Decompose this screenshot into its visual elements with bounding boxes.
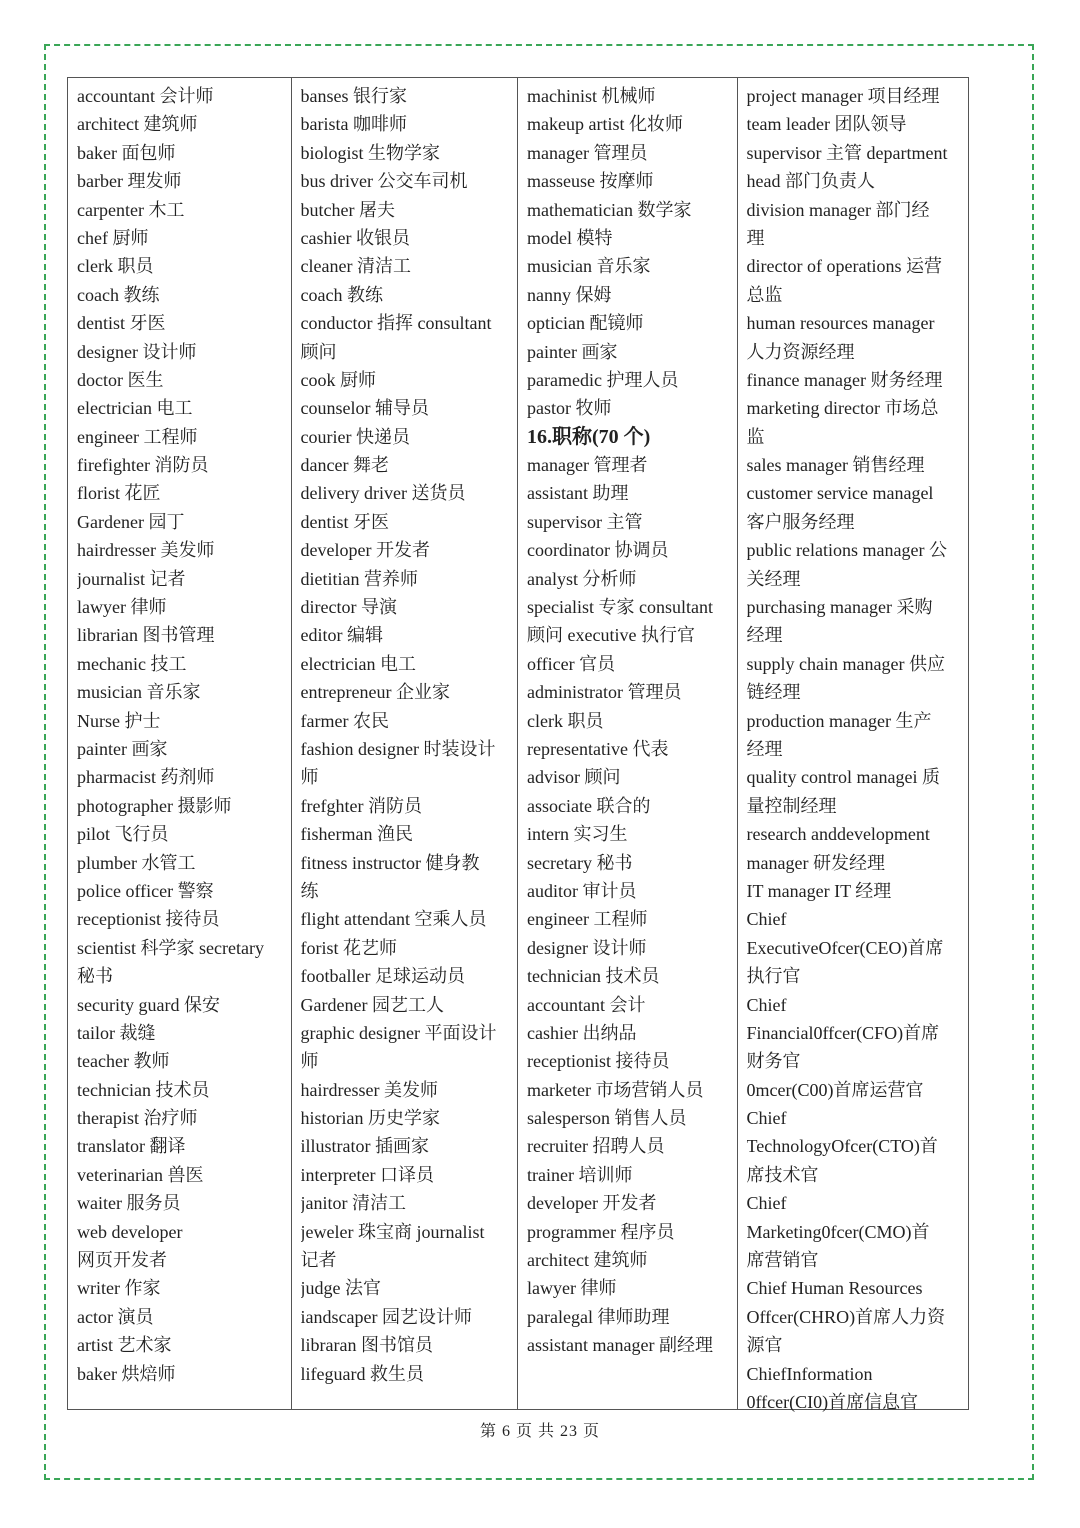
vocab-entry: makeup artist 化妆师 <box>527 114 683 135</box>
vocab-entry: florist 花匠 <box>77 483 161 504</box>
vocab-entry: frefghter 消防员 <box>300 795 422 816</box>
vocab-entry: recruiter 招聘人员 <box>527 1136 665 1157</box>
vocab-entry: masseuse 按摩师 <box>527 171 654 192</box>
vocab-entry: security guard 保安 <box>77 994 220 1015</box>
vocab-entry: baker 面包师 <box>77 142 176 163</box>
vocab-entry: bus driver 公交车司机 <box>300 171 468 192</box>
vocab-entry: analyst 分析师 <box>527 568 637 589</box>
vocab-entry: optician 配镜师 <box>527 313 644 334</box>
vocab-entry: actor 演员 <box>77 1306 154 1327</box>
vocab-entry: janitor 清洁工 <box>300 1193 406 1214</box>
vocab-entry: libraran 图书馆员 <box>300 1335 433 1356</box>
vocab-entry: manager 管理者 <box>527 455 648 476</box>
vocab-entry: clerk 职员 <box>527 710 604 731</box>
vocab-entry: 师 <box>300 767 319 788</box>
vocab-entry: dancer 舞老 <box>300 455 389 476</box>
vocab-entry: advisor 顾问 <box>527 767 621 788</box>
vocab-entry: coach 教练 <box>300 284 383 305</box>
vocab-entry: TechnologyOfcer(CTO)首 <box>746 1136 938 1157</box>
vocab-entry: fisherman 渔民 <box>300 824 413 845</box>
vocab-entry: 链经理 <box>746 682 801 703</box>
vocab-entry: police officer 警察 <box>77 880 214 901</box>
vocab-entry: counselor 辅导员 <box>300 398 429 419</box>
vocab-entry: lawyer 律师 <box>77 597 167 618</box>
vocab-entry: iandscaper 园艺设计师 <box>300 1306 472 1327</box>
vocab-entry: 监 <box>746 426 765 447</box>
vocab-entry: librarian 图书管理 <box>77 625 215 646</box>
vocab-entry: Gardener 园丁 <box>77 511 185 532</box>
vocab-entry: 经理 <box>746 625 783 646</box>
vocab-entry: electrician 电工 <box>300 653 416 674</box>
vocab-entry: secretary 秘书 <box>527 852 633 873</box>
vocab-entry: assistant manager 副经理 <box>527 1335 713 1356</box>
vocab-entry: musician 音乐家 <box>77 682 201 703</box>
vocab-entry: salesperson 销售人员 <box>527 1108 687 1129</box>
vocab-entry: 关经理 <box>746 568 801 589</box>
vocab-entry: head 部门负责人 <box>746 171 875 192</box>
vocab-entry: associate 联合的 <box>527 795 651 816</box>
vocab-entry: coordinator 协调员 <box>527 540 669 561</box>
vocab-entry: 师 <box>300 1051 319 1072</box>
vocab-entry: Chief <box>746 1193 787 1214</box>
vocab-entry: project manager 项目经理 <box>746 86 940 106</box>
vocab-entry: 顾问 <box>300 341 337 362</box>
vocab-entry: 席技术官 <box>746 1164 819 1185</box>
vocab-entry: courier 快递员 <box>300 426 410 447</box>
vocab-entry: doctor 医生 <box>77 369 164 390</box>
vocab-entry: Marketing0fcer(CMO)首 <box>746 1221 930 1242</box>
vocab-entry: jeweler 珠宝商 journalist <box>300 1221 485 1242</box>
vocab-entry: conductor 指挥 consultant <box>300 313 492 334</box>
vocab-entry: barber 理发师 <box>77 171 182 192</box>
vocab-entry: firefighter 消防员 <box>77 455 209 476</box>
vocab-entry: technician 技术员 <box>77 1079 210 1100</box>
vocab-entry: writer 作家 <box>77 1278 161 1299</box>
vocab-entry: auditor 审计员 <box>527 880 637 901</box>
vocab-entry: designer 设计师 <box>77 341 197 362</box>
vocab-entry: 量控制经理 <box>746 795 837 816</box>
vocab-entry: marketer 市场营销人员 <box>527 1079 704 1100</box>
vocab-entry: 网页开发者 <box>77 1250 167 1271</box>
vocab-entry: architect 建筑师 <box>527 1250 648 1271</box>
table-column-1 <box>68 78 292 1409</box>
vocab-entry: specialist 专家 consultant <box>527 597 713 618</box>
vocab-entry: farmer 农民 <box>300 710 389 731</box>
vocab-entry: chef 厨师 <box>77 227 149 248</box>
vocab-entry: editor 编辑 <box>300 625 383 646</box>
vocab-entry: 0mcer(C00)首席运营官 <box>746 1079 924 1100</box>
vocab-entry: supervisor 主管 department <box>746 142 948 163</box>
vocab-entry: assistant 助理 <box>527 483 629 504</box>
vocab-entry: footballer 足球运动员 <box>300 966 465 987</box>
vocab-entry: coach 教练 <box>77 284 160 305</box>
vocab-entry: developer 开发者 <box>527 1193 657 1214</box>
vocab-entry: 源官 <box>746 1335 783 1356</box>
vocab-entry: banses 银行家 <box>300 86 407 106</box>
vocab-entry: cashier 出纳品 <box>527 1022 637 1043</box>
vocab-entry: entrepreneur 企业家 <box>300 682 450 703</box>
vocab-entry: cashier 收银员 <box>300 227 410 248</box>
vocab-entry: forist 花艺师 <box>300 937 397 958</box>
vocab-entry: web developer <box>77 1221 183 1242</box>
vocab-entry: baker 烘焙师 <box>77 1363 176 1384</box>
vocab-entry: 财务官 <box>746 1051 801 1072</box>
vocab-entry: Gardener 园艺工人 <box>300 994 444 1015</box>
vocab-entry: fashion designer 时装设计 <box>300 738 496 759</box>
vocab-entry: Chief <box>746 994 787 1015</box>
vocab-entry: 席营销官 <box>746 1250 819 1271</box>
vocab-entry: hairdresser 美发师 <box>300 1079 438 1100</box>
vocab-entry: sales manager 销售经理 <box>746 455 925 476</box>
vocab-entry: customer service managel <box>746 483 934 504</box>
vocab-entry: ChiefInformation <box>746 1363 873 1384</box>
vocab-entry: 理 <box>746 227 765 248</box>
vocab-entry: Offcer(CHRO)首席人力资 <box>746 1306 946 1327</box>
vocab-entry: accountant 会计师 <box>77 86 214 106</box>
vocab-entry: marketing director 市场总 <box>746 398 939 419</box>
vocab-entry: receptionist 接待员 <box>527 1051 670 1072</box>
vocab-entry: carpenter 木工 <box>77 199 185 220</box>
vocab-entry: division manager 部门经 <box>746 199 930 220</box>
vocab-entry: administrator 管理员 <box>527 682 682 703</box>
vocab-entry: manager 管理员 <box>527 142 648 163</box>
vocab-entry: delivery driver 送货员 <box>300 483 466 504</box>
vocab-entry: flight attendant 空乘人员 <box>300 909 487 930</box>
vocab-entry: public relations manager 公 <box>746 540 947 561</box>
vocab-entry: 执行官 <box>746 966 801 987</box>
vocab-entry: officer 官员 <box>527 653 616 674</box>
vocab-entry: waiter 服务员 <box>77 1193 181 1214</box>
vocab-entry: butcher 屠夫 <box>300 199 395 220</box>
vocab-entry: veterinarian 兽医 <box>77 1164 204 1185</box>
vocab-entry: director of operations 运营 <box>746 256 942 277</box>
vocab-entry: 客户服务经理 <box>746 511 855 532</box>
vocab-entry: supply chain manager 供应 <box>746 653 945 674</box>
vocab-entry: designer 设计师 <box>527 937 647 958</box>
vocab-entry: accountant 会计 <box>527 994 646 1015</box>
vocab-entry: dietitian 营养师 <box>300 568 418 589</box>
vocab-entry: illustrator 插画家 <box>300 1136 429 1157</box>
vocab-entry: Nurse 护士 <box>77 710 161 731</box>
vocab-entry: cook 厨师 <box>300 369 376 390</box>
table-column-2 <box>292 78 519 1409</box>
vocab-entry: IT manager IT 经理 <box>746 880 892 901</box>
vocab-entry: team leader 团队领导 <box>746 114 907 135</box>
vocab-entry: production manager 生产 <box>746 710 932 731</box>
vocab-entry: paramedic 护理人员 <box>527 369 679 390</box>
vocab-entry: programmer 程序员 <box>527 1221 675 1242</box>
section-heading: 16.职称(70 个) <box>527 425 651 448</box>
vocab-entry: interpreter 口译员 <box>300 1164 434 1185</box>
vocab-entry: finance manager 财务经理 <box>746 369 943 390</box>
vocab-entry: purchasing manager 采购 <box>746 597 933 618</box>
vocab-entry: lawyer 律师 <box>527 1278 617 1299</box>
vocab-entry: 0ffcer(CI0)首席信息官 <box>746 1391 919 1412</box>
vocab-entry: engineer 工程师 <box>77 426 198 447</box>
vocab-entry: lifeguard 救生员 <box>300 1363 424 1384</box>
page-number-footer: 第 6 页 共 23 页 <box>479 1423 600 1440</box>
vocab-entry: barista 咖啡师 <box>300 114 407 135</box>
vocab-entry: electrician 电工 <box>77 398 193 419</box>
vocab-entry: intern 实习生 <box>527 824 628 845</box>
vocab-entry: ExecutiveOfcer(CEO)首席 <box>746 937 944 958</box>
vocab-entry: historian 历史学家 <box>300 1108 440 1129</box>
table-column-3 <box>518 78 738 1409</box>
vocab-entry: therapist 治疗师 <box>77 1108 198 1129</box>
vocab-entry: trainer 培训师 <box>527 1164 633 1185</box>
vocab-entry: pharmacist 药剂师 <box>77 767 215 788</box>
vocab-entry: mechanic 技工 <box>77 653 187 674</box>
vocab-entry: model 模特 <box>527 227 613 248</box>
vocab-entry: Financial0ffcer(CFO)首席 <box>746 1022 940 1043</box>
vocab-entry: dentist 牙医 <box>77 313 166 334</box>
vocab-entry: nanny 保姆 <box>527 284 612 305</box>
vocab-entry: 秘书 <box>77 966 113 987</box>
vocab-entry: mathematician 数学家 <box>527 199 692 220</box>
vocab-entry: technician 技术员 <box>527 966 660 987</box>
vocab-entry: 练 <box>300 880 319 901</box>
vocab-entry: engineer 工程师 <box>527 909 648 930</box>
vocab-entry: research anddevelopment <box>746 824 930 845</box>
vocab-entry: Chief <box>746 909 787 930</box>
vocab-entry: painter 画家 <box>527 341 618 362</box>
vocabulary-table <box>67 77 969 1410</box>
vocab-entry: 经理 <box>746 738 783 759</box>
vocab-entry: quality control managei 质 <box>746 767 940 788</box>
vocab-entry: machinist 机械师 <box>527 86 656 106</box>
vocab-entry: architect 建筑师 <box>77 114 198 135</box>
vocab-entry: musician 音乐家 <box>527 256 651 277</box>
table-column-4 <box>738 78 968 1412</box>
vocab-entry: judge 法官 <box>300 1278 381 1299</box>
vocab-entry: manager 研发经理 <box>746 852 885 873</box>
vocab-entry: Chief <box>746 1108 787 1129</box>
vocab-entry: painter 画家 <box>77 738 168 759</box>
vocab-entry: fitness instructor 健身教 <box>300 852 480 873</box>
vocab-entry: graphic designer 平面设计 <box>300 1022 497 1043</box>
vocab-entry: developer 开发者 <box>300 540 430 561</box>
vocab-entry: photographer 摄影师 <box>77 795 232 816</box>
vocab-entry: clerk 职员 <box>77 256 154 277</box>
vocab-entry: 记者 <box>300 1250 337 1271</box>
vocab-entry: director 导演 <box>300 597 397 618</box>
vocab-entry: receptionist 接待员 <box>77 909 220 930</box>
vocab-entry: translator 翻译 <box>77 1136 186 1157</box>
vocab-entry: hairdresser 美发师 <box>77 540 215 561</box>
vocab-entry: pastor 牧师 <box>527 398 612 419</box>
vocab-entry: human resources manager <box>746 313 935 334</box>
vocab-entry: dentist 牙医 <box>300 511 389 532</box>
vocab-entry: 顾问 executive 执行官 <box>527 625 695 646</box>
vocab-entry: scientist 科学家 secretary <box>77 937 264 958</box>
vocab-entry: Chief Human Resources <box>746 1278 923 1299</box>
vocab-entry: pilot 飞行员 <box>77 824 169 845</box>
vocab-entry: cleaner 清洁工 <box>300 256 411 277</box>
vocab-entry: artist 艺术家 <box>77 1335 172 1356</box>
vocab-entry: supervisor 主管 <box>527 511 643 532</box>
vocab-entry: teacher 教师 <box>77 1051 170 1072</box>
vocab-entry: journalist 记者 <box>77 568 186 589</box>
vocab-entry: paralegal 律师助理 <box>527 1306 670 1327</box>
vocab-entry: biologist 生物学家 <box>300 142 441 163</box>
vocab-entry: plumber 水管工 <box>77 852 196 873</box>
vocab-entry: 人力资源经理 <box>746 341 855 362</box>
vocab-entry: representative 代表 <box>527 738 669 759</box>
vocab-entry: tailor 裁缝 <box>77 1022 156 1043</box>
vocab-entry: 总监 <box>746 284 783 305</box>
